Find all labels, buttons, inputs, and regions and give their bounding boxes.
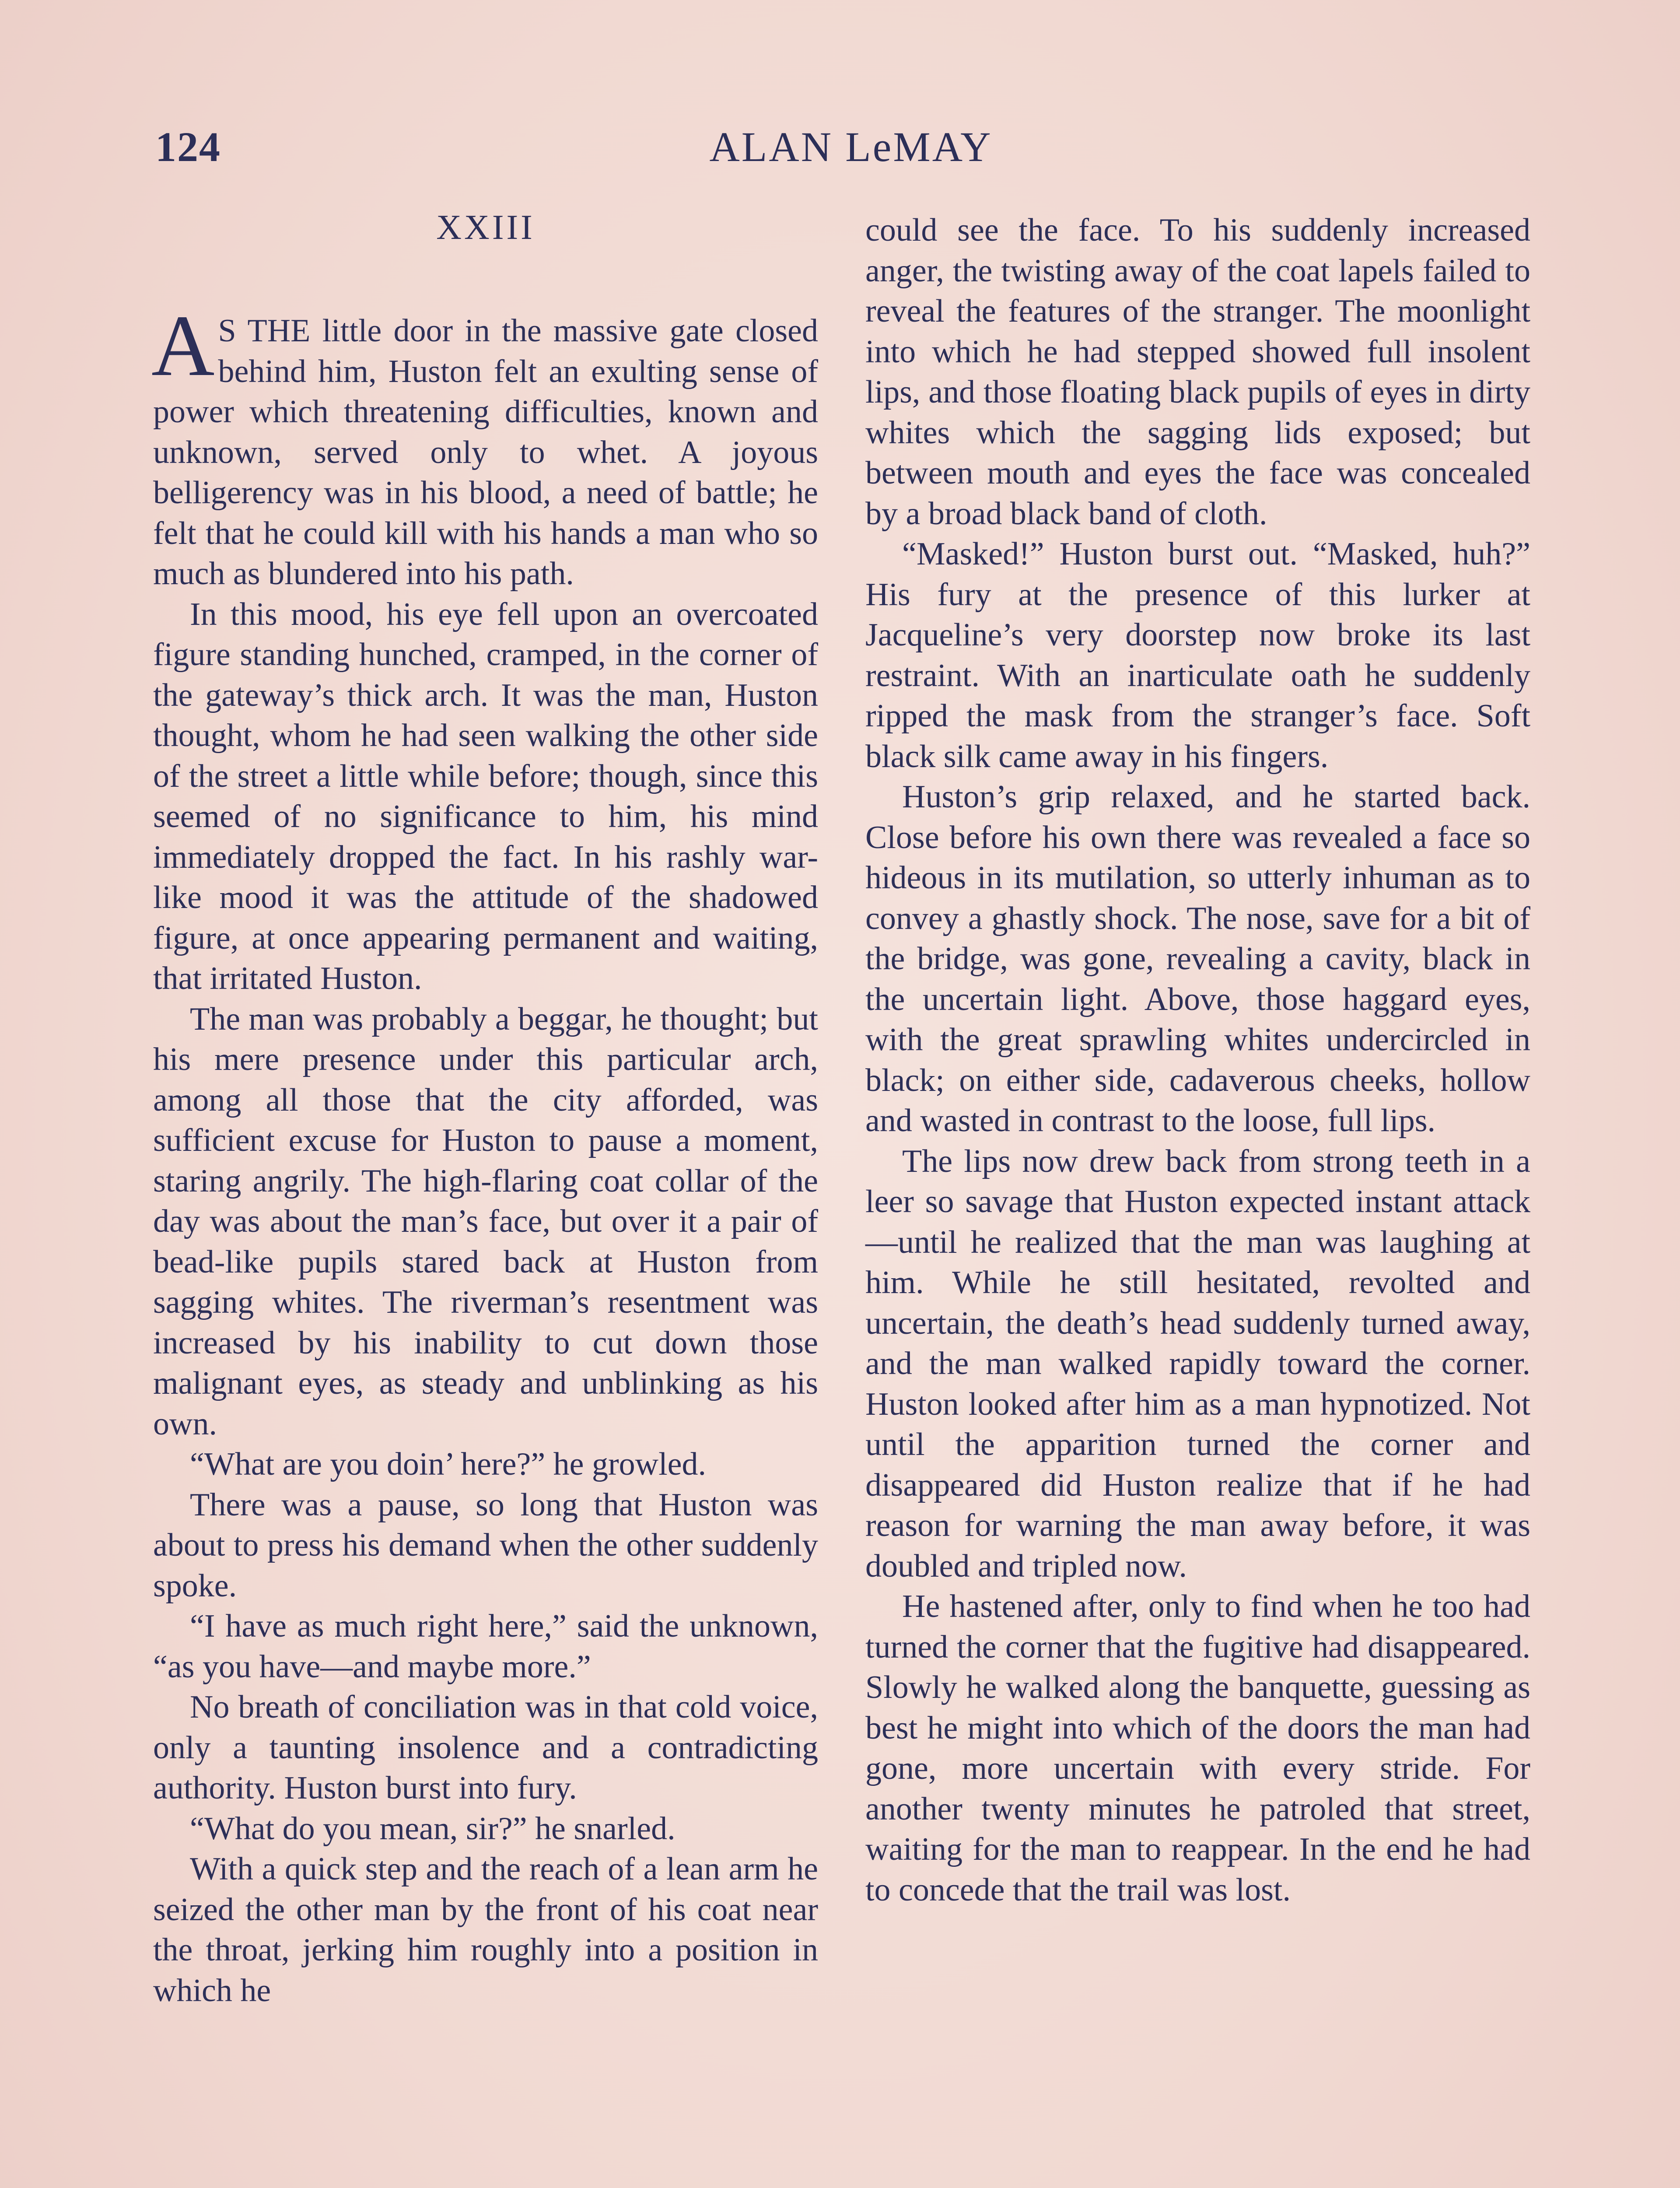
paragraph: “What are you doin’ here?” he growled. xyxy=(190,1446,706,1482)
page-number: 124 xyxy=(155,123,221,170)
paragraph: There was a pause, so long that Huston was about to press his demand when the other suddenly spoke. xyxy=(153,1487,818,1604)
paragraph-text: S THE little door in the massive gate closed behind him, Huston felt an exulting sense of power which threatening difficulties, known and unknown, served only to whet. A joyous belligerency was in his blood, a need of battle; he felt that he could kill with his hands a man who so much as blundered into his path. xyxy=(153,313,818,592)
paragraph: In this mood, his eye fell upon an overcoated figure standing hunched, cramped, in the corner of the gateway’s thick arch. It was the man, Huston thought, whom he had seen walking the other side of the street a little while before; though, since this seemed of no significance to him, his mind immediately dropped the fact. In his rashly war-like mood it was the attitude of the shadowed figure, at once appearing permanent and waiting, that irritated Huston. xyxy=(153,596,818,996)
right-column xyxy=(865,210,1530,1910)
paragraph xyxy=(151,298,818,594)
paragraph: “What do you mean, sir?” he snarled. xyxy=(190,1810,676,1847)
paragraph: “I have as much right here,” said the unknown, “as you have—and maybe more.” xyxy=(153,1608,818,1685)
running-head: ALAN LeMAY xyxy=(709,123,993,170)
paragraph: The man was probably a beggar, he thought; but his mere presence under this particular arch, among all those that the city afforded, was sufficient excuse for Huston to pause a moment, staring angrily. The high-flaring coat collar of the day was about the man’s face, but over it a pair of bead-like pupils stared back at Huston from sagging whites. The riverman’s resentment was increased by his inability to cut down those malignant eyes, as steady and unblinking as his own. xyxy=(153,1001,818,1442)
left-column xyxy=(153,210,818,2011)
paragraph: could see the face. To his suddenly increased anger, the twisting away of the coat lapels failed to reveal the features of the stranger. The moonlight into which he had stepped showed full insolent lips, and those floating black pupils of eyes in dirty whites which the sagging lids exposed; but between mouth and eyes the face was concealed by a broad black band of cloth. xyxy=(865,212,1530,532)
paragraph: The lips now drew back from strong teeth in a leer so savage that Huston expected instant attack—until he realized that the man was laughing at him. While he still hesitated, revolted and uncertain, the death’s head suddenly turned away, and the man walked rapidly toward the corner. Huston looked after him as a man hypnotized. Not until the apparition turned the corner and disappeared did Huston realize that if he had reason for warning the man away before, it was doubled and tripled now. xyxy=(865,1143,1530,1584)
paragraph: “Masked!” Huston burst out. “Masked, huh?” His fury at the presence of this lurker at Jacqueline’s very doorstep now broke its last restraint. With an inarticulate oath he suddenly ripped the mask from the stranger’s face. Soft black silk came away in his fingers. xyxy=(865,536,1530,775)
drop-cap: A xyxy=(151,298,215,394)
page-header xyxy=(155,123,1547,184)
paragraph: No breath of conciliation was in that cold voice, only a taunting insolence and a contradicting authority. Huston burst into fury. xyxy=(153,1689,818,1806)
paragraph: He hastened after, only to find when he too had turned the corner that the fugitive had disappeared. Slowly he walked along the banquette, guessing as best he might into which of the doors the man had gone, more uncertain with every stride. For another twenty minutes he patroled that street, waiting for the man to reappear. In the end he had to concede that the trail was lost. xyxy=(865,1588,1530,1908)
chapter-heading: XXIII xyxy=(436,208,535,247)
paragraph: Huston’s grip relaxed, and he started back. Close before his own there was revealed a face so hideous in its mutilation, so utterly inhuman as to convey a ghastly shock. The nose, save for a bit of the bridge, was gone, revealing a cavity, black in the uncertain light. Above, those haggard eyes, with the great sprawling whites undercircled in black; on either side, cadaverous cheeks, hollow and wasted in contrast to the loose, full lips. xyxy=(865,779,1530,1139)
paragraph: With a quick step and the reach of a lean arm he seized the other man by the front of his coat near the throat, jerking him roughly into a position in which he xyxy=(153,1851,818,2009)
